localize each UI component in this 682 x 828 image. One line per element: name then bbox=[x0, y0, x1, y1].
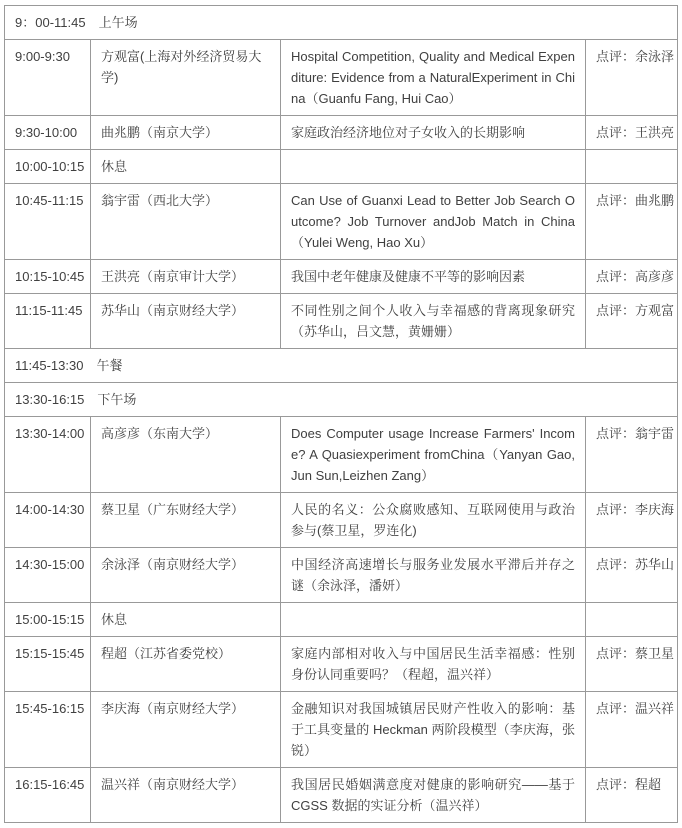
discussant-cell: 点评：程超 bbox=[586, 768, 678, 823]
time-cell: 9:00-9:30 bbox=[5, 40, 91, 116]
session-time: 13:30-16:15 bbox=[15, 392, 85, 407]
time-cell: 9:30-10:00 bbox=[5, 116, 91, 150]
speaker-cell: 翁宇雷（西北大学） bbox=[91, 184, 281, 260]
session-cell bbox=[5, 383, 678, 417]
talk-row bbox=[5, 768, 678, 823]
title-cell: 中国经济高速增长与服务业发展水平滞后并存之谜（余泳泽，潘妍） bbox=[281, 548, 586, 603]
title-cell: 家庭政治经济地位对子女收入的长期影响 bbox=[281, 116, 586, 150]
talk-row bbox=[5, 637, 678, 692]
session-cell bbox=[5, 349, 678, 383]
time-cell: 15:45-16:15 bbox=[5, 692, 91, 768]
time-cell: 14:30-15:00 bbox=[5, 548, 91, 603]
time-cell: 10:15-10:45 bbox=[5, 260, 91, 294]
discussant-cell: 点评：高彦彦 bbox=[586, 260, 678, 294]
session-label: 午餐 bbox=[96, 358, 123, 373]
talk-row bbox=[5, 548, 678, 603]
discussant-cell: 点评：曲兆鹏 bbox=[586, 184, 678, 260]
title-cell bbox=[281, 603, 586, 637]
title-cell: 我国居民婚姻满意度对健康的影响研究——基于 CGSS 数据的实证分析（温兴祥） bbox=[281, 768, 586, 823]
title-cell: 家庭内部相对收入与中国居民生活幸福感：性别身份认同重要吗？（程超，温兴祥） bbox=[281, 637, 586, 692]
title-cell: 不同性别之间个人收入与幸福感的背离现象研究（苏华山，吕文慧，黄姗姗） bbox=[281, 294, 586, 349]
session-row bbox=[5, 383, 678, 417]
speaker-cell: 苏华山（南京财经大学） bbox=[91, 294, 281, 349]
discussant-cell: 点评：李庆海 bbox=[586, 493, 678, 548]
break-row bbox=[5, 603, 678, 637]
session-label: 下午场 bbox=[97, 392, 137, 407]
title-cell: Does Computer usage Increase Farmers' Income? A Quasiexperiment fromChina（Yanyan Gao, Jun Sun,Leizhen Zang） bbox=[281, 417, 586, 493]
talk-row bbox=[5, 40, 678, 116]
speaker-cell: 余泳泽（南京财经大学） bbox=[91, 548, 281, 603]
speaker-cell: 方观富(上海对外经济贸易大学) bbox=[91, 40, 281, 116]
speaker-cell: 李庆海（南京财经大学） bbox=[91, 692, 281, 768]
conference-schedule-table bbox=[4, 5, 678, 823]
time-cell: 16:15-16:45 bbox=[5, 768, 91, 823]
session-cell bbox=[5, 6, 678, 40]
time-cell: 11:15-11:45 bbox=[5, 294, 91, 349]
discussant-cell bbox=[586, 603, 678, 637]
speaker-cell: 温兴祥（南京财经大学） bbox=[91, 768, 281, 823]
session-row bbox=[5, 6, 678, 40]
session-time: 11:45-13:30 bbox=[15, 358, 84, 373]
title-cell: Hospital Competition, Quality and Medical Expenditure: Evidence from a NaturalExperiment in China（Guanfu Fang, Hui Cao） bbox=[281, 40, 586, 116]
title-cell: 金融知识对我国城镇居民财产性收入的影响：基于工具变量的 Heckman 两阶段模型（李庆海，张锐） bbox=[281, 692, 586, 768]
time-cell: 14:00-14:30 bbox=[5, 493, 91, 548]
speaker-cell: 程超（江苏省委党校） bbox=[91, 637, 281, 692]
speaker-cell: 高彦彦（东南大学） bbox=[91, 417, 281, 493]
schedule-table-body bbox=[5, 6, 678, 823]
time-cell: 10:45-11:15 bbox=[5, 184, 91, 260]
speaker-cell: 休息 bbox=[91, 603, 281, 637]
talk-row bbox=[5, 260, 678, 294]
speaker-cell: 曲兆鹏（南京大学） bbox=[91, 116, 281, 150]
talk-row bbox=[5, 294, 678, 349]
talk-row bbox=[5, 116, 678, 150]
speaker-cell: 休息 bbox=[91, 150, 281, 184]
talk-row bbox=[5, 184, 678, 260]
talk-row bbox=[5, 493, 678, 548]
title-cell: Can Use of Guanxi Lead to Better Job Search Outcome? Job Turnover andJob Match in China（Yulei Weng, Hao Xu） bbox=[281, 184, 586, 260]
discussant-cell: 点评：苏华山 bbox=[586, 548, 678, 603]
title-cell: 人民的名义：公众腐败感知、互联网使用与政治参与(蔡卫星，罗连化) bbox=[281, 493, 586, 548]
session-time: 9：00-11:45 bbox=[15, 15, 86, 30]
discussant-cell bbox=[586, 150, 678, 184]
speaker-cell: 蔡卫星（广东财经大学） bbox=[91, 493, 281, 548]
session-row bbox=[5, 349, 678, 383]
time-cell: 15:00-15:15 bbox=[5, 603, 91, 637]
time-cell: 13:30-14:00 bbox=[5, 417, 91, 493]
discussant-cell: 点评：方观富 bbox=[586, 294, 678, 349]
time-cell: 15:15-15:45 bbox=[5, 637, 91, 692]
break-row bbox=[5, 150, 678, 184]
speaker-cell: 王洪亮（南京审计大学） bbox=[91, 260, 281, 294]
title-cell: 我国中老年健康及健康不平等的影响因素 bbox=[281, 260, 586, 294]
discussant-cell: 点评：余泳泽 bbox=[586, 40, 678, 116]
talk-row bbox=[5, 692, 678, 768]
discussant-cell: 点评：温兴祥 bbox=[586, 692, 678, 768]
talk-row bbox=[5, 417, 678, 493]
discussant-cell: 点评：蔡卫星 bbox=[586, 637, 678, 692]
session-label: 上午场 bbox=[98, 15, 138, 30]
title-cell bbox=[281, 150, 586, 184]
discussant-cell: 点评：王洪亮 bbox=[586, 116, 678, 150]
discussant-cell: 点评：翁宇雷 bbox=[586, 417, 678, 493]
time-cell: 10:00-10:15 bbox=[5, 150, 91, 184]
